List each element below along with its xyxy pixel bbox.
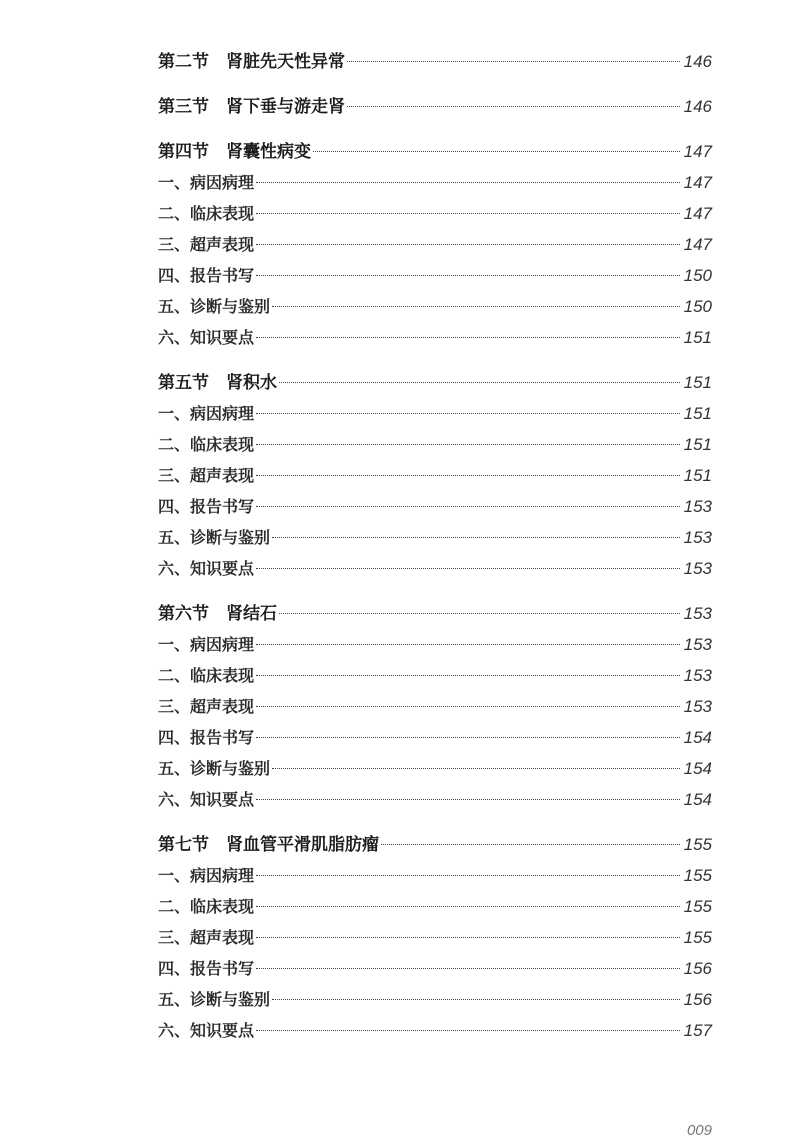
entry-label: 一、病因病理 <box>158 404 255 423</box>
toc-section-heading[interactable] <box>158 367 712 398</box>
section-number: 第七节 <box>158 835 209 855</box>
toc-entry[interactable] <box>158 429 712 460</box>
dot-leader <box>279 382 680 383</box>
section-heading-label <box>158 137 311 168</box>
entry-page-number: 147 <box>683 204 712 223</box>
dot-leader <box>256 213 680 214</box>
toc-entry[interactable] <box>158 784 712 815</box>
section-title: 肾囊性病变 <box>226 142 311 162</box>
section-page-number: 146 <box>683 97 712 116</box>
entry-label: 四、报告书写 <box>158 497 255 516</box>
dot-leader <box>256 799 680 800</box>
toc-entry[interactable] <box>158 1015 712 1046</box>
entry-label: 二、临床表现 <box>158 897 255 916</box>
toc-section <box>158 367 712 584</box>
toc-section-heading[interactable] <box>158 91 712 122</box>
dot-leader <box>256 337 680 338</box>
entry-label: 一、病因病理 <box>158 635 255 654</box>
entry-label: 六、知识要点 <box>158 328 255 347</box>
page-number: 009 <box>686 1122 712 1139</box>
toc-entry[interactable] <box>158 753 712 784</box>
entry-page-number: 150 <box>683 266 712 285</box>
toc-entry[interactable] <box>158 984 712 1015</box>
dot-leader <box>381 844 680 845</box>
toc-section <box>158 598 712 815</box>
section-heading-label <box>158 599 277 630</box>
toc-entry[interactable] <box>158 629 712 660</box>
toc-entry[interactable] <box>158 953 712 984</box>
entry-page-number: 153 <box>683 497 712 516</box>
dot-leader <box>313 151 680 152</box>
entry-page-number: 154 <box>683 759 712 778</box>
toc-entry[interactable] <box>158 553 712 584</box>
toc-section-heading[interactable] <box>158 46 712 77</box>
toc-section-heading[interactable] <box>158 829 712 860</box>
entry-label: 三、超声表现 <box>158 235 255 254</box>
dot-leader <box>272 768 680 769</box>
dot-leader <box>279 613 680 614</box>
entry-label: 四、报告书写 <box>158 959 255 978</box>
toc-entry[interactable] <box>158 722 712 753</box>
entry-page-number: 154 <box>683 790 712 809</box>
entry-page-number: 153 <box>683 528 712 547</box>
entry-label: 六、知识要点 <box>158 559 255 578</box>
toc-section-heading[interactable] <box>158 598 712 629</box>
toc-entry[interactable] <box>158 291 712 322</box>
section-page-number: 147 <box>683 142 712 161</box>
toc-entry[interactable] <box>158 229 712 260</box>
section-number: 第二节 <box>158 52 209 72</box>
dot-leader <box>256 475 680 476</box>
entry-page-number: 150 <box>683 297 712 316</box>
entry-label: 二、临床表现 <box>158 435 255 454</box>
entry-page-number: 155 <box>683 897 712 916</box>
entry-page-number: 153 <box>683 635 712 654</box>
dot-leader <box>256 506 680 507</box>
dot-leader <box>272 537 680 538</box>
toc-entry[interactable] <box>158 322 712 353</box>
entry-label: 四、报告书写 <box>158 728 255 747</box>
section-title: 肾下垂与游走肾 <box>226 97 345 117</box>
toc-entry[interactable] <box>158 660 712 691</box>
entry-page-number: 147 <box>683 173 712 192</box>
entry-label: 五、诊断与鉴别 <box>158 990 271 1009</box>
entry-page-number: 151 <box>683 435 712 454</box>
entry-label: 一、病因病理 <box>158 173 255 192</box>
section-number: 第六节 <box>158 604 209 624</box>
entry-page-number: 155 <box>683 928 712 947</box>
entry-page-number: 153 <box>683 559 712 578</box>
toc-section <box>158 829 712 1046</box>
table-of-contents <box>158 46 712 1046</box>
dot-leader <box>256 244 680 245</box>
section-heading-label <box>158 47 345 78</box>
dot-leader <box>256 275 680 276</box>
entry-page-number: 157 <box>683 1021 712 1040</box>
entry-page-number: 151 <box>683 466 712 485</box>
entry-label: 三、超声表现 <box>158 928 255 947</box>
entry-page-number: 151 <box>683 404 712 423</box>
section-page-number: 153 <box>683 604 712 623</box>
toc-entry[interactable] <box>158 398 712 429</box>
toc-entry[interactable] <box>158 260 712 291</box>
section-title: 肾结石 <box>226 604 277 624</box>
toc-section <box>158 136 712 353</box>
toc-section <box>158 91 712 122</box>
entry-page-number: 151 <box>683 328 712 347</box>
entry-label: 四、报告书写 <box>158 266 255 285</box>
section-heading-label <box>158 368 277 399</box>
section-number: 第三节 <box>158 97 209 117</box>
entry-page-number: 153 <box>683 697 712 716</box>
dot-leader <box>256 737 680 738</box>
entry-page-number: 154 <box>683 728 712 747</box>
section-number: 第四节 <box>158 142 209 162</box>
entry-label: 二、临床表现 <box>158 666 255 685</box>
toc-entry[interactable] <box>158 491 712 522</box>
toc-entry[interactable] <box>158 891 712 922</box>
section-page-number: 151 <box>683 373 712 392</box>
toc-entry[interactable] <box>158 522 712 553</box>
toc-entry[interactable] <box>158 691 712 722</box>
section-number: 第五节 <box>158 373 209 393</box>
toc-entry[interactable] <box>158 860 712 891</box>
dot-leader <box>272 999 680 1000</box>
dot-leader <box>256 568 680 569</box>
toc-section <box>158 46 712 77</box>
entry-page-number: 153 <box>683 666 712 685</box>
dot-leader <box>256 413 680 414</box>
dot-leader <box>256 644 680 645</box>
entry-page-number: 156 <box>683 990 712 1009</box>
section-heading-label <box>158 92 345 123</box>
section-title: 肾脏先天性异常 <box>226 52 345 72</box>
entry-label: 一、病因病理 <box>158 866 255 885</box>
entry-label: 五、诊断与鉴别 <box>158 759 271 778</box>
toc-entry[interactable] <box>158 198 712 229</box>
dot-leader <box>256 444 680 445</box>
toc-entry[interactable] <box>158 167 712 198</box>
toc-entry[interactable] <box>158 922 712 953</box>
entry-label: 五、诊断与鉴别 <box>158 297 271 316</box>
dot-leader <box>256 906 680 907</box>
entry-label: 三、超声表现 <box>158 466 255 485</box>
dot-leader <box>256 968 680 969</box>
entry-label: 六、知识要点 <box>158 790 255 809</box>
toc-entry[interactable] <box>158 460 712 491</box>
entry-page-number: 155 <box>683 866 712 885</box>
dot-leader <box>272 306 680 307</box>
dot-leader <box>256 706 680 707</box>
dot-leader <box>256 182 680 183</box>
entry-label: 六、知识要点 <box>158 1021 255 1040</box>
dot-leader <box>347 61 680 62</box>
dot-leader <box>256 875 680 876</box>
entry-label: 三、超声表现 <box>158 697 255 716</box>
entry-label: 二、临床表现 <box>158 204 255 223</box>
entry-page-number: 156 <box>683 959 712 978</box>
dot-leader <box>256 675 680 676</box>
dot-leader <box>347 106 680 107</box>
section-page-number: 146 <box>683 52 712 71</box>
toc-section-heading[interactable] <box>158 136 712 167</box>
dot-leader <box>256 937 680 938</box>
entry-page-number: 147 <box>683 235 712 254</box>
section-heading-label <box>158 830 379 861</box>
dot-leader <box>256 1030 680 1031</box>
section-title: 肾血管平滑肌脂肪瘤 <box>226 835 379 855</box>
section-title: 肾积水 <box>226 373 277 393</box>
section-page-number: 155 <box>683 835 712 854</box>
entry-label: 五、诊断与鉴别 <box>158 528 271 547</box>
